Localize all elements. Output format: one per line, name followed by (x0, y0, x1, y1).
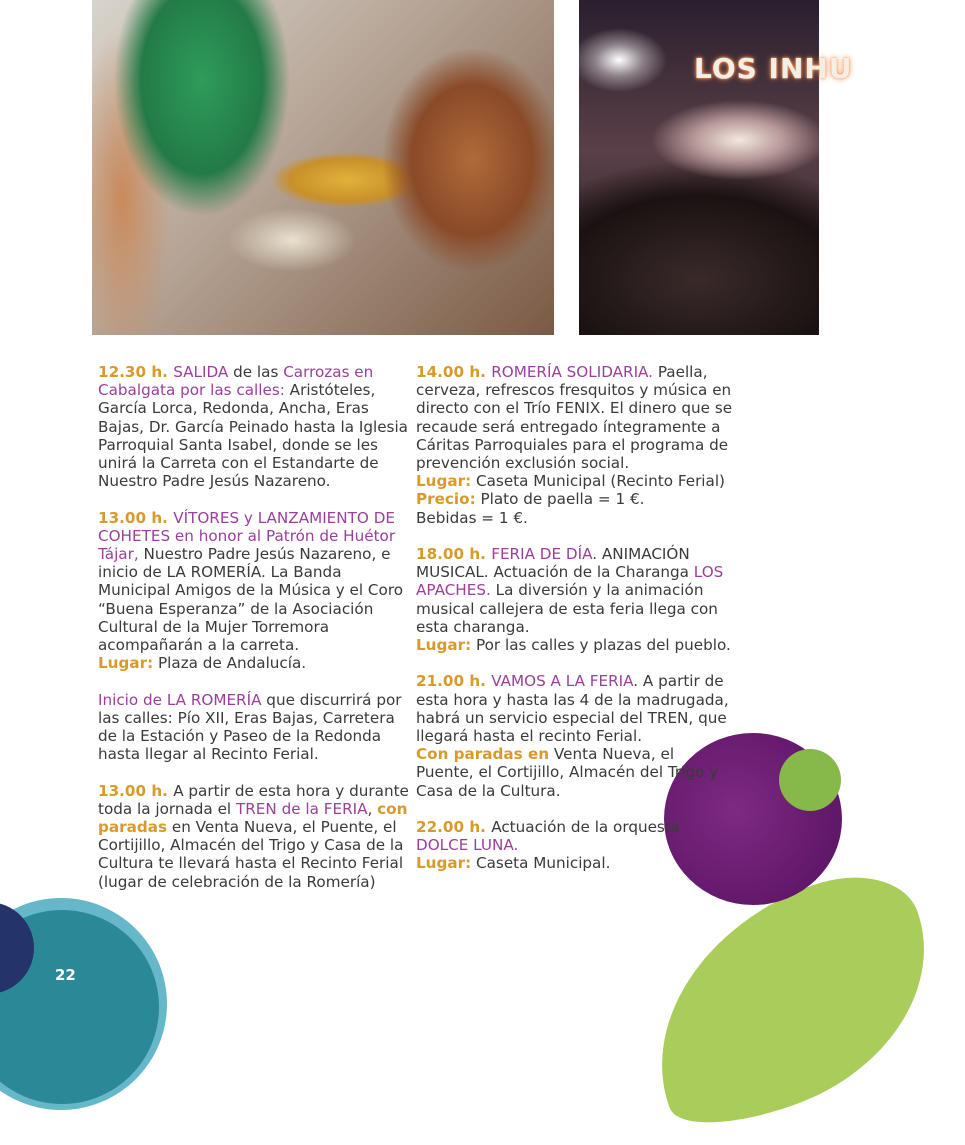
decorative-green-circle (779, 749, 841, 811)
field-label: Lugar: (98, 654, 154, 673)
body-text: . ANIMACIÓN MUSICAL. Actuación de la Charanga (416, 545, 694, 582)
event-paragraph (416, 672, 736, 799)
event-time: 14.00 h. (416, 363, 492, 381)
event-paragraph (416, 818, 736, 873)
event-paragraph (98, 363, 410, 490)
concert-sign-text: LOS INHU (694, 52, 853, 85)
decorative-green-leaf (615, 855, 965, 1145)
body-text: Bebidas = 1 €. (416, 508, 528, 527)
highlight-text: LOS APACHES. (416, 563, 724, 600)
body-text: Aristóteles, García Lorca, Redonda, Ancha, Eras Bajas, Dr. García Peinado hasta la Iglesia Parroquial Santa Isabel, donde se les unirá la Carreta con el Estandarte de Nuestro Padre Jesús Nazareno. (98, 381, 408, 491)
body-text: Caseta Municipal. (471, 854, 611, 873)
body-text: Por las calles y plazas del pueblo. (471, 636, 731, 655)
body-text: Paella, cerveza, refrescos fresquitos y música en directo con el Trío FENIX. El dinero que se recaude será entregado íntegramente a Cáritas Parroquiales para el programa de prevención exclusión social. (416, 363, 733, 473)
right-column (416, 363, 736, 891)
event-paragraph (98, 691, 410, 764)
event-paragraph (416, 545, 736, 654)
event-time: 13.00 h. (98, 508, 174, 527)
field-label: Precio: (416, 490, 476, 509)
body-text: de las (228, 363, 284, 381)
event-paragraph (416, 363, 736, 527)
field-label: Con paradas en (416, 745, 550, 764)
body-text: Plaza de Andalucía. (153, 654, 307, 673)
event-time: 21.00 h. (416, 672, 492, 691)
field-label: Lugar: (416, 472, 472, 491)
highlight-text: VÍTORES y LANZAMIENTO DE COHETES en honor al Patrón de Huétor Tájar, (98, 508, 396, 564)
event-time: 22.00 h. (416, 818, 492, 837)
body-text: Caseta Municipal (Recinto Ferial) (471, 472, 725, 491)
highlight-text: ROMERÍA SOLIDARIA. (491, 363, 653, 381)
body-text: en Venta Nueva, el Puente, el Cortijillo, Almacén del Trigo y Casa de la Cultura te llevará hasta el Recinto Ferial (lugar de celebración de la Romería) (98, 818, 404, 891)
body-text: Actuación de la orquesta (491, 818, 681, 837)
page-number: 22 (55, 966, 76, 984)
event-time: 12.30 h. (98, 363, 174, 381)
left-column (98, 363, 410, 909)
paella-photo (92, 0, 554, 335)
highlight-text: FERIA DE DÍA (491, 545, 593, 564)
event-paragraph (98, 509, 410, 673)
highlight-text: VAMOS A LA FERIA (491, 672, 634, 691)
highlight-text: SALIDA (173, 363, 229, 381)
body-text: Venta Nueva, el Puente, el Cortijillo, Almacén del Trigo y Casa de la Cultura. (416, 745, 719, 800)
highlight-text: TREN de la FERIA (235, 799, 368, 818)
event-time: 13.00 h. (98, 781, 174, 800)
event-paragraph (98, 782, 410, 891)
body-text: Plato de paella = 1 €. (475, 490, 645, 509)
field-label: con paradas (98, 799, 408, 837)
body-text: , (367, 799, 378, 818)
highlight-text: DOLCE LUNA. (416, 836, 519, 855)
highlight-text: Carrozas en Cabalgata por las calles: (98, 363, 374, 400)
body-text: A partir de esta hora y durante toda la jornada el (98, 781, 409, 818)
body-text: que discurrirá por las calles: Pío XII, Eras Bajas, Carretera de la Estación y Paseo de la Redonda hasta llegar al Recinto Ferial. (98, 690, 402, 764)
event-time: 18.00 h. (416, 545, 492, 564)
body-text: Nuestro Padre Jesús Nazareno, e inicio de LA ROMERÍA. La Banda Municipal Amigos de la Música y el Coro “Buena Esperanza” de la Asociación Cultural de la Mujer Torremora acompañarán a la carreta. (98, 545, 404, 655)
body-text: La diversión y la animación musical callejera de esta feria llega con esta charanga. (416, 581, 718, 636)
field-label: Lugar: (416, 636, 472, 655)
highlight-text: Inicio de LA ROMERÍA (98, 690, 262, 709)
body-text: . A partir de esta hora y hasta las 4 de la madrugada, habrá un servicio especial del TREN, que llegará hasta el recinto Ferial. (416, 672, 729, 746)
field-label: Lugar: (416, 854, 472, 873)
concert-photo (579, 0, 853, 335)
